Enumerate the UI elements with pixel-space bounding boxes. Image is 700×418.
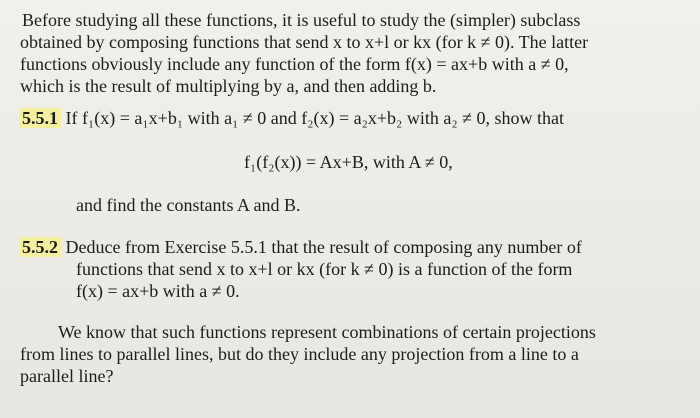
- outro-line-1: We know that such functions represent combinations of certain projections: [58, 322, 596, 342]
- exercise-5-5-2: [22, 236, 582, 258]
- exercise-number-5-5-1: 5.5.1: [19, 108, 61, 128]
- intro-line-4: which is the result of multiplying by a, and then adding b.: [20, 76, 437, 96]
- intro-line-1: Before studying all these functions, it is useful to study the (simpler) subclass: [22, 10, 581, 30]
- exercise-5-5-1-equation: f₁(f₂(x)) = Ax+B, with A ≠ 0,: [244, 152, 453, 172]
- exercise-5-5-2-line-2: functions that send x to x+l or kx (for k ≠ 0) is a function of the form: [76, 259, 573, 279]
- intro-line-2: obtained by composing functions that send x to x+l or kx (for k ≠ 0). The latter: [20, 32, 589, 52]
- outro-line-3: parallel line?: [20, 366, 114, 386]
- intro-line-3: functions obviously include any function of the form f(x) = ax+b with a ≠ 0,: [20, 54, 569, 74]
- exercise-5-5-2-line-3: f(x) = ax+b with a ≠ 0.: [76, 281, 240, 301]
- exercise-number-5-5-2: 5.5.2: [19, 237, 61, 257]
- exercise-5-5-2-text: Deduce from Exercise 5.5.1 that the result of composing any number of: [65, 237, 582, 257]
- exercise-5-5-1-instruction: and find the constants A and B.: [76, 195, 301, 215]
- exercise-5-5-1: [22, 107, 564, 129]
- exercise-5-5-1-text: If f₁(x) = a₁x+b₁ with a₁ ≠ 0 and f₂(x) = a₂x+b₂ with a₂ ≠ 0, show that: [65, 108, 564, 128]
- outro-line-2: from lines to parallel lines, but do they include any projection from a line to a: [20, 344, 579, 364]
